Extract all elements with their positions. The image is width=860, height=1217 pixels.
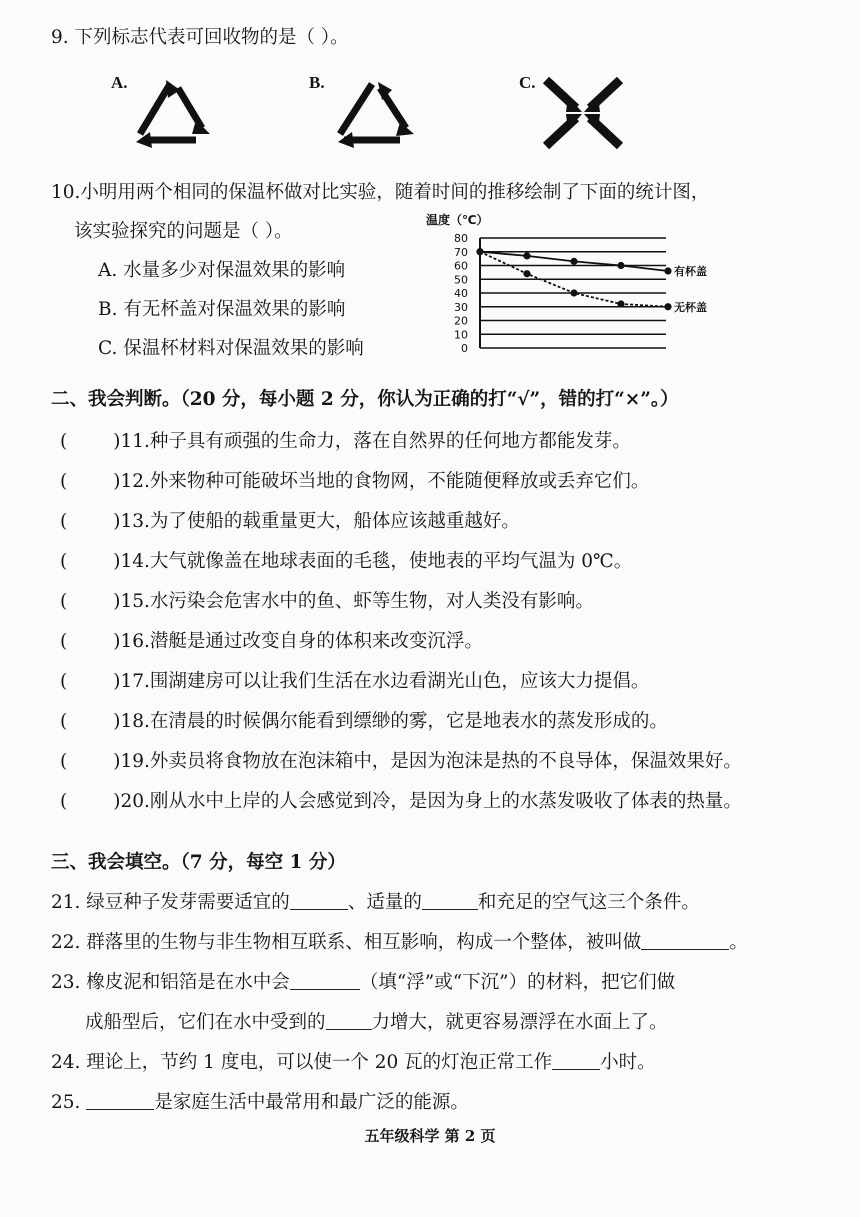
- temperature-line-chart: [422, 208, 732, 373]
- judgement-item: [60, 630, 483, 654]
- q10-stem-line2: 该实验探究的问题是（ ）。: [74, 221, 293, 242]
- answer-paren-open[interactable]: (: [60, 551, 68, 572]
- answer-blank[interactable]: [290, 971, 360, 990]
- data-point: [664, 303, 671, 310]
- inward-arrows-icon: [542, 76, 624, 150]
- q24: 24. 理论上，节约 1 度电，可以使一个 20 瓦的灯泡正常工作 小时。: [51, 1052, 656, 1073]
- judgement-item: [60, 710, 668, 734]
- q9-option-a-letter: A.: [111, 73, 128, 92]
- data-point: [617, 300, 624, 307]
- section3-heading: 三、我会填空。（7 分，每空 1 分）: [51, 852, 346, 873]
- q21: 21. 绿豆种子发芽需要适宜的 、适量的 和充足的空气这三个条件。: [51, 892, 700, 913]
- y-tick-label: 50: [454, 273, 468, 287]
- answer-paren-close[interactable]: ): [113, 431, 121, 452]
- q10-option-b: B. 有无杯盖对保温效果的影响: [98, 299, 346, 320]
- q23-line2: 成船型后，它们在水中受到的 力增大，就更容易漂浮在水面上了。: [85, 1012, 668, 1033]
- judgement-text: 18.在清晨的时候偶尔能看到缥缈的雾，它是地表水的蒸发形成的。: [120, 711, 668, 732]
- answer-blank[interactable]: [641, 931, 729, 950]
- data-point: [570, 258, 577, 265]
- judgement-item: [60, 470, 649, 494]
- answer-blank[interactable]: [552, 1051, 600, 1070]
- judgement-item: [60, 590, 594, 614]
- q25: 25. 是家庭生活中最常用和最广泛的能源。: [51, 1092, 469, 1113]
- answer-paren-close[interactable]: ): [113, 631, 121, 652]
- judgement-text: 15.水污染会危害水中的鱼、虾等生物，对人类没有影响。: [120, 591, 594, 612]
- y-tick-label: 70: [454, 245, 468, 259]
- y-tick-label: 60: [454, 259, 468, 273]
- q10-stem-line1: 10.小明用两个相同的保温杯做对比实验，随着时间的推移绘制了下面的统计图，: [51, 182, 710, 203]
- answer-paren-close[interactable]: ): [113, 471, 121, 492]
- answer-paren-open[interactable]: (: [60, 671, 68, 692]
- y-tick-label: 10: [454, 328, 468, 342]
- judgement-item: [60, 430, 631, 454]
- q9-stem: 9. 下列标志代表可回收物的是（ ）。: [51, 27, 349, 48]
- page-footer: 五年级科学 第 2 页: [364, 1127, 496, 1145]
- answer-paren-close[interactable]: ): [113, 511, 121, 532]
- series-label: 无杯盖: [674, 300, 707, 314]
- answer-paren-open[interactable]: (: [60, 751, 68, 772]
- section2-heading: 二、我会判断。（20 分，每小题 2 分，你认为正确的打“√”，错的打“×”。）: [51, 389, 679, 410]
- data-point: [523, 252, 530, 259]
- q9-option-b-letter: B.: [309, 73, 325, 92]
- answer-blank[interactable]: [422, 891, 478, 910]
- y-tick-label: 0: [461, 342, 468, 355]
- data-point: [476, 248, 483, 255]
- q22: 22. 群落里的生物与非生物相互联系、相互影响，构成一个整体，被叫做 。: [51, 932, 748, 953]
- y-tick-label: 80: [454, 232, 468, 245]
- recycle-icon: [330, 76, 420, 152]
- series-label: 有杯盖: [674, 265, 707, 278]
- answer-paren-open[interactable]: (: [60, 511, 68, 532]
- answer-blank[interactable]: [86, 1091, 154, 1110]
- answer-paren-open[interactable]: (: [60, 471, 68, 492]
- data-point: [523, 270, 530, 277]
- judgement-item: [60, 790, 742, 814]
- answer-paren-close[interactable]: ): [113, 791, 121, 812]
- chart-ylabel: 温度（℃）: [426, 213, 489, 227]
- judgement-item: [60, 670, 649, 694]
- answer-paren-open[interactable]: (: [60, 711, 68, 732]
- judgement-item: [60, 550, 632, 574]
- answer-paren-open[interactable]: (: [60, 591, 68, 612]
- q10-option-c: C. 保温杯材料对保温效果的影响: [98, 338, 364, 359]
- answer-blank[interactable]: [326, 1011, 372, 1030]
- answer-paren-open[interactable]: (: [60, 791, 68, 812]
- judgement-text: 16.潜艇是通过改变自身的体积来改变沉浮。: [120, 631, 483, 652]
- answer-paren-close[interactable]: ): [113, 671, 121, 692]
- judgement-text: 13.为了使船的载重量更大，船体应该越重越好。: [120, 511, 520, 532]
- judgement-item: [60, 750, 742, 774]
- answer-paren-close[interactable]: ): [113, 711, 121, 732]
- y-tick-label: 20: [454, 314, 468, 328]
- q23-line1: 23. 橡皮泥和铝箔是在水中会 （填“浮”或“下沉”）的材料，把它们做: [51, 972, 676, 993]
- answer-paren-close[interactable]: ): [113, 751, 121, 772]
- recycle-icon: [130, 76, 216, 152]
- judgement-item: [60, 510, 520, 534]
- y-tick-label: 30: [454, 300, 468, 314]
- data-point: [664, 267, 671, 274]
- judgement-text: 19.外卖员将食物放在泡沫箱中，是因为泡沫是热的不良导体，保温效果好。: [120, 751, 742, 772]
- answer-paren-close[interactable]: ): [113, 551, 121, 572]
- y-tick-label: 40: [454, 287, 468, 300]
- judgement-text: 20.刚从水中上岸的人会感觉到冷，是因为身上的水蒸发吸收了体表的热量。: [120, 791, 742, 812]
- answer-paren-close[interactable]: ): [113, 591, 121, 612]
- answer-paren-open[interactable]: (: [60, 431, 68, 452]
- judgement-text: 12.外来物种可能破坏当地的食物网，不能随便释放或丢弃它们。: [120, 471, 650, 492]
- answer-blank[interactable]: [290, 891, 348, 910]
- judgement-text: 11.种子具有顽强的生命力，落在自然界的任何地方都能发芽。: [120, 431, 631, 452]
- q10-option-a: A. 水量多少对保温效果的影响: [98, 260, 346, 281]
- data-point: [570, 289, 577, 296]
- data-point: [617, 262, 624, 269]
- judgement-text: 14.大气就像盖在地球表面的毛毯，使地表的平均气温为 0℃。: [120, 551, 633, 572]
- answer-paren-open[interactable]: (: [60, 631, 68, 652]
- q9-option-c-letter: C.: [519, 73, 536, 92]
- judgement-text: 17.围湖建房可以让我们生活在水边看湖光山色，应该大力提倡。: [120, 671, 650, 692]
